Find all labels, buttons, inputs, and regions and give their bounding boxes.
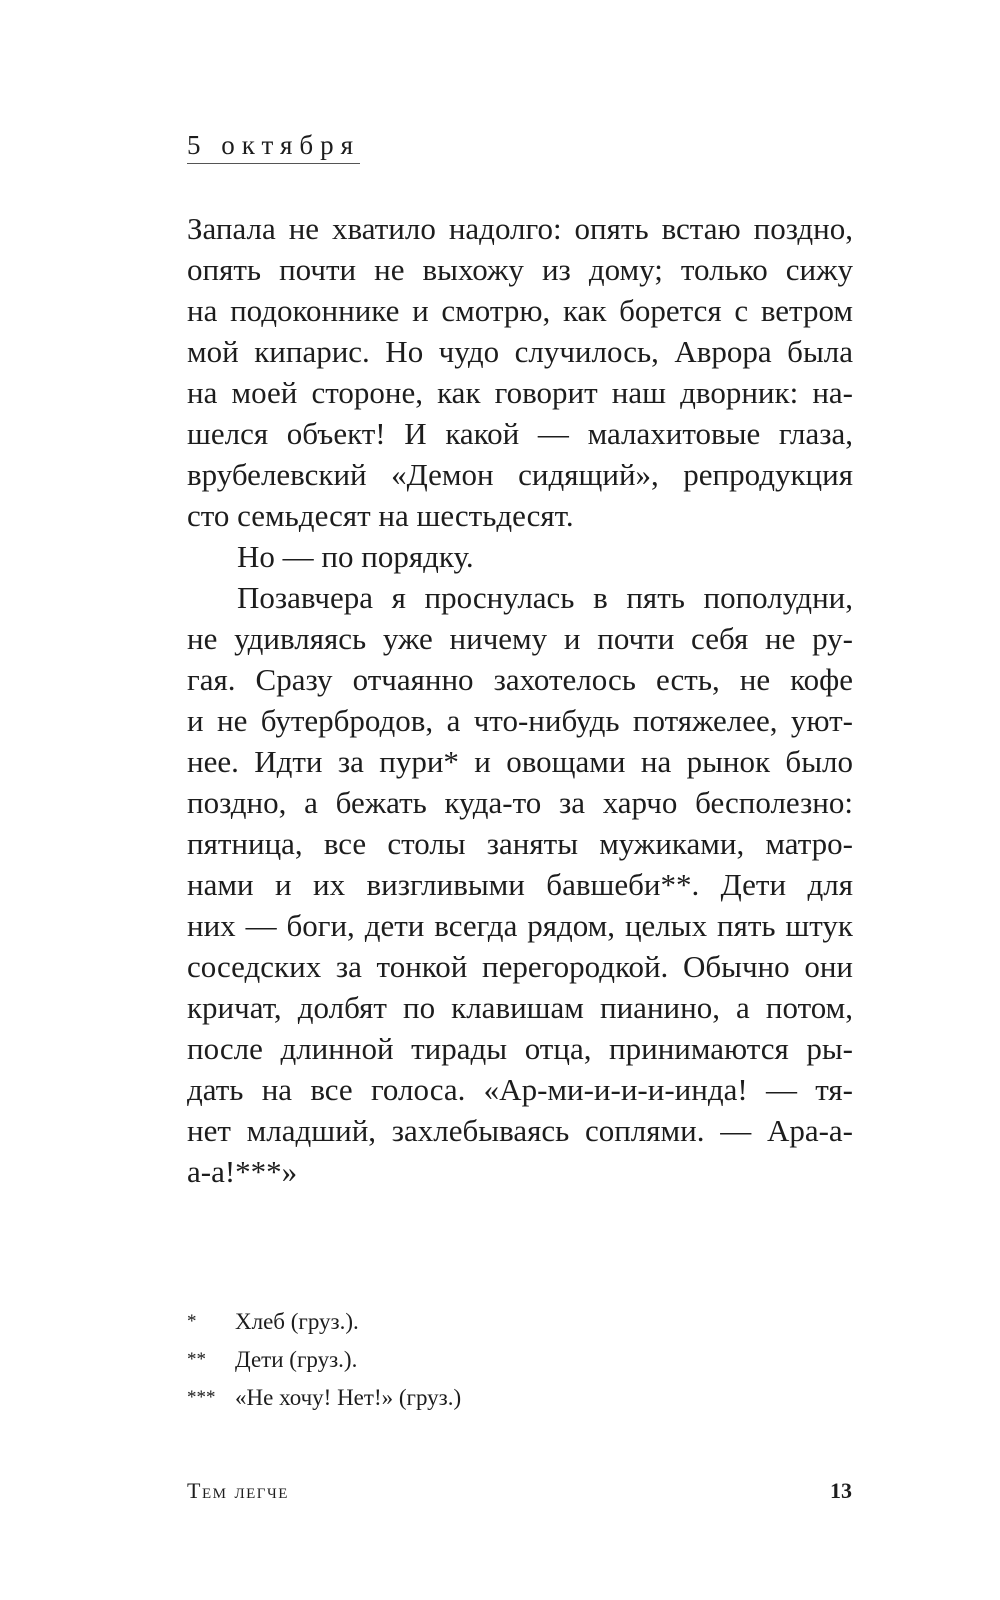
footnote-mark: ** [187, 1349, 206, 1370]
footnotes [187, 1303, 847, 1417]
body-line: пятница, все столы заняты мужиками, матро- [187, 826, 853, 861]
body-line: на подоконнике и смотрю, как борется с ветром [187, 293, 853, 328]
body-line: и не бутербродов, а что-нибудь потяжелее, уют- [187, 703, 853, 738]
footnote-mark: * [187, 1311, 197, 1332]
page-number: 13 [830, 1478, 852, 1503]
body-line: Но — по порядку. [237, 539, 474, 574]
chapter-date-heading: 5 октября [187, 130, 360, 164]
footnote-mark: *** [187, 1387, 216, 1408]
footnote-text: Дети (груз.). [235, 1347, 358, 1372]
footnote [187, 1341, 847, 1379]
body-line: опять почти не выхожу из дому; только сижу [187, 252, 853, 287]
body-line: гая. Сразу отчаянно захотелось есть, не кофе [187, 662, 853, 697]
body-line: нет младший, захлебываясь соплями. — Ара-а- [187, 1113, 853, 1148]
body-line: них — боги, дети всегда рядом, целых пять штук [187, 908, 853, 943]
footnote [187, 1303, 847, 1341]
footnote [187, 1379, 847, 1417]
footnote-text: Хлеб (груз.). [235, 1309, 359, 1334]
body-line: сто семьдесят на шестьдесят. [187, 498, 574, 533]
body-line: кричат, долбят по клавишам пианино, а потом, [187, 990, 853, 1025]
body-line: мой кипарис. Но чудо случилось, Аврора была [187, 334, 853, 369]
footnote-text: «Не хочу! Нет!» (груз.) [235, 1385, 462, 1410]
body-line: после длинной тирады отца, принимаются ры- [187, 1031, 853, 1066]
body-line: нее. Идти за пури* и овощами на рынок было [187, 744, 853, 779]
body-line: поздно, а бежать куда-то за харчо бесполезно: [187, 785, 853, 820]
body-line: врубелевский «Демон сидящий», репродукция [187, 457, 853, 492]
body-line: соседских за тонкой перегородкой. Обычно они [187, 949, 853, 984]
body-line: Позавчера я проснулась в пять пополудни, [237, 580, 853, 615]
body-text [187, 208, 853, 1192]
body-line: дать на все голоса. «Ар-ми-и-и-и-инда! — тя- [187, 1072, 853, 1107]
body-line: нами и их визгливыми бавшеби**. Дети для [187, 867, 853, 902]
body-line: Запала не хватило надолго: опять встаю поздно, [187, 211, 853, 246]
body-line: а-а!***» [187, 1154, 298, 1189]
running-title: Тем легче [187, 1478, 289, 1503]
body-line: шелся объект! И какой — малахитовые глаза, [187, 416, 853, 451]
body-line: на моей стороне, как говорит наш дворник: на- [187, 375, 853, 410]
body-line: не удивляясь уже ничему и почти себя не ру- [187, 621, 853, 656]
